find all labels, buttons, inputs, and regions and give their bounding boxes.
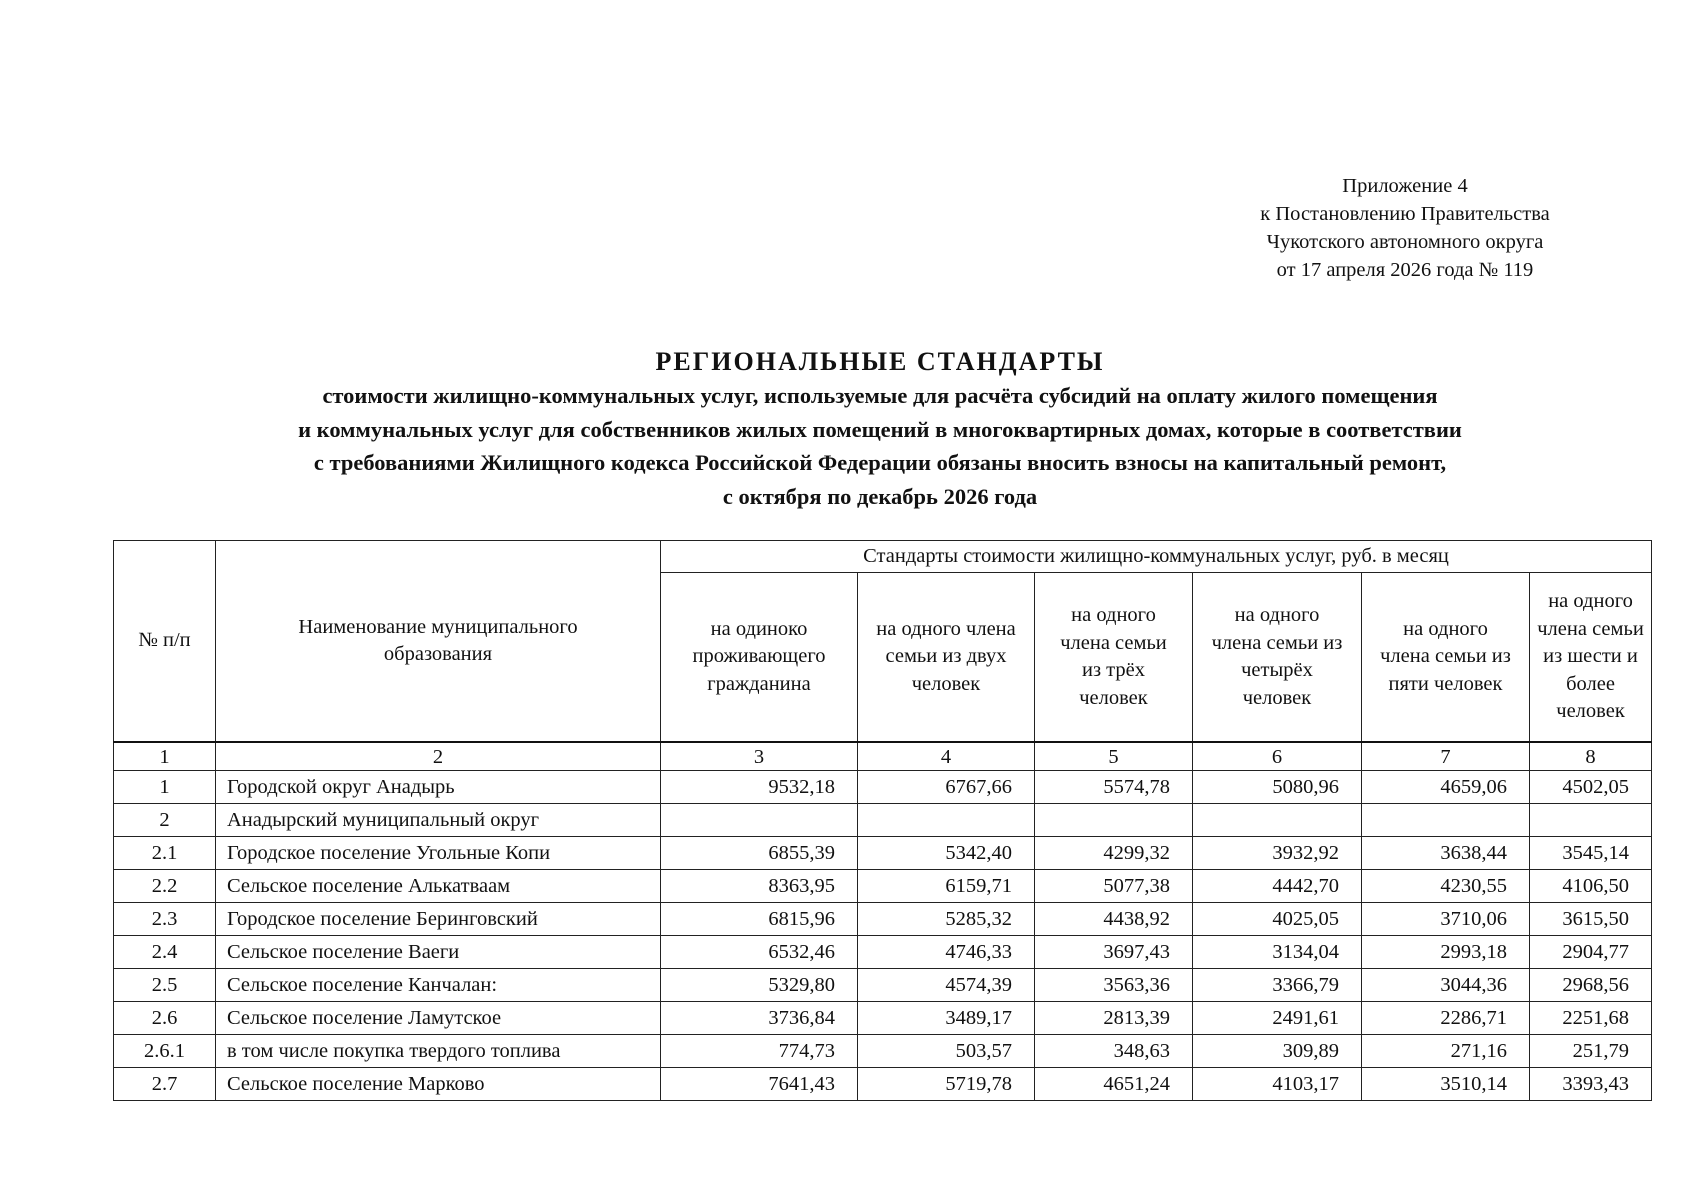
cost-value: 251,79 [1530,1035,1652,1068]
cost-value: 2993,18 [1362,936,1530,969]
cost-value [858,804,1035,837]
cost-value: 2251,68 [1530,1002,1652,1035]
municipality-name: Городской округ Анадырь [216,771,661,804]
cost-value: 3697,43 [1035,936,1193,969]
header-column-6: на одного члена семьи из четырёх человек [1193,573,1362,743]
cost-value: 3134,04 [1193,936,1362,969]
municipality-name: Сельское поселение Канчалан: [216,969,661,1002]
row-number: 2.5 [114,969,216,1002]
cost-value [661,804,858,837]
subtitle-line: и коммунальных услуг для собственников жилых помещений в многоквартирных домах, которые в соответствии [298,416,1462,442]
cost-value: 7641,43 [661,1068,858,1101]
table-row [114,903,1652,936]
table-row [114,1035,1652,1068]
row-number: 2.1 [114,837,216,870]
header-column-5: на одного члена семьи из трёх человек [1035,573,1193,743]
cost-value: 6159,71 [858,870,1035,903]
cost-value [1362,804,1530,837]
cost-value: 4502,05 [1530,771,1652,804]
row-number: 2.2 [114,870,216,903]
cost-value: 3510,14 [1362,1068,1530,1101]
header-column-3: на одиноко проживающего гражданина [661,573,858,743]
row-number: 1 [114,771,216,804]
standards-table [113,540,1652,1101]
appendix-line: к Постановлению Правительства [1260,203,1550,225]
cost-value: 503,57 [858,1035,1035,1068]
municipality-name: в том числе покупка твердого топлива [216,1035,661,1068]
cost-value: 6532,46 [661,936,858,969]
cost-value: 4025,05 [1193,903,1362,936]
column-number: 6 [1193,742,1362,771]
cost-value: 774,73 [661,1035,858,1068]
cost-value: 4574,39 [858,969,1035,1002]
header-column-8: на одного члена семьи из шести и более человек [1530,573,1652,743]
cost-value: 3044,36 [1362,969,1530,1002]
column-number: 2 [216,742,661,771]
cost-value: 271,16 [1362,1035,1530,1068]
cost-value: 2813,39 [1035,1002,1193,1035]
municipality-name: Городское поселение Беринговский [216,903,661,936]
document-title [100,345,1660,513]
header-standards-group: Стандарты стоимости жилищно-коммунальных услуг, руб. в месяц [661,541,1652,573]
cost-value: 6855,39 [661,837,858,870]
cost-value: 5285,32 [858,903,1035,936]
cost-value: 4651,24 [1035,1068,1193,1101]
cost-value: 2904,77 [1530,936,1652,969]
row-number: 2.3 [114,903,216,936]
cost-value: 5080,96 [1193,771,1362,804]
cost-value: 3932,92 [1193,837,1362,870]
cost-value: 4103,17 [1193,1068,1362,1101]
row-number: 2 [114,804,216,837]
cost-value: 2286,71 [1362,1002,1530,1035]
cost-value: 348,63 [1035,1035,1193,1068]
cost-value: 3638,44 [1362,837,1530,870]
cost-value: 6815,96 [661,903,858,936]
cost-value: 309,89 [1193,1035,1362,1068]
municipality-name: Анадырский муниципальный округ [216,804,661,837]
cost-value: 9532,18 [661,771,858,804]
table-row [114,870,1652,903]
cost-value: 3736,84 [661,1002,858,1035]
cost-value: 5342,40 [858,837,1035,870]
cost-value [1530,804,1652,837]
appendix-line: Приложение 4 [1342,175,1468,197]
main-title: РЕГИОНАЛЬНЫЕ СТАНДАРТЫ [655,347,1105,376]
municipality-name: Сельское поселение Алькатваам [216,870,661,903]
header-row-number: № п/п [114,541,216,743]
cost-value: 4442,70 [1193,870,1362,903]
header-municipality: Наименование муниципального образования [216,541,661,743]
table-row [114,1002,1652,1035]
cost-value: 5574,78 [1035,771,1193,804]
table-row [114,804,1652,837]
cost-value: 4106,50 [1530,870,1652,903]
municipality-name: Городское поселение Угольные Копи [216,837,661,870]
cost-value: 4659,06 [1362,771,1530,804]
municipality-name: Сельское поселение Ваеги [216,936,661,969]
appendix-line: от 17 апреля 2026 года № 119 [1276,259,1534,281]
column-number: 1 [114,742,216,771]
table-row [114,771,1652,804]
subtitle-line: с требованиями Жилищного кодекса Российской Федерации обязаны вносить взносы на капитальный ремонт, [313,450,1447,475]
cost-value: 3366,79 [1193,969,1362,1002]
cost-value: 2968,56 [1530,969,1652,1002]
cost-value: 8363,95 [661,870,858,903]
cost-value: 3393,43 [1530,1068,1652,1101]
header-column-7: на одного члена семьи из пяти человек [1362,573,1530,743]
cost-value: 4299,32 [1035,837,1193,870]
cost-value: 3563,36 [1035,969,1193,1002]
cost-value [1193,804,1362,837]
table-row [114,936,1652,969]
cost-value [1035,804,1193,837]
table-row [114,837,1652,870]
cost-value: 3615,50 [1530,903,1652,936]
subtitle-line: стоимости жилищно-коммунальных услуг, используемые для расчёта субсидий на оплату жилого помещения [322,383,1438,408]
municipality-name: Сельское поселение Ламутское [216,1002,661,1035]
column-number: 8 [1530,742,1652,771]
table-row [114,1068,1652,1101]
cost-value: 3545,14 [1530,837,1652,870]
cost-value: 4230,55 [1362,870,1530,903]
cost-value: 3710,06 [1362,903,1530,936]
cost-value: 6767,66 [858,771,1035,804]
municipality-name: Сельское поселение Марково [216,1068,661,1101]
subtitle-line: с октября по декабрь 2026 года [722,483,1038,509]
row-number: 2.6 [114,1002,216,1035]
header-column-4: на одного члена семьи из двух человек [858,573,1035,743]
cost-value: 4746,33 [858,936,1035,969]
column-number: 3 [661,742,858,771]
cost-value: 5329,80 [661,969,858,1002]
column-number: 4 [858,742,1035,771]
cost-value: 5719,78 [858,1068,1035,1101]
cost-value: 3489,17 [858,1002,1035,1035]
row-number: 2.6.1 [114,1035,216,1068]
column-number: 7 [1362,742,1530,771]
column-number: 5 [1035,742,1193,771]
cost-value: 5077,38 [1035,870,1193,903]
appendix-block [1180,172,1630,284]
cost-value: 2491,61 [1193,1002,1362,1035]
appendix-line: Чукотского автономного округа [1266,231,1544,253]
table-row [114,969,1652,1002]
row-number: 2.4 [114,936,216,969]
cost-value: 4438,92 [1035,903,1193,936]
row-number: 2.7 [114,1068,216,1101]
